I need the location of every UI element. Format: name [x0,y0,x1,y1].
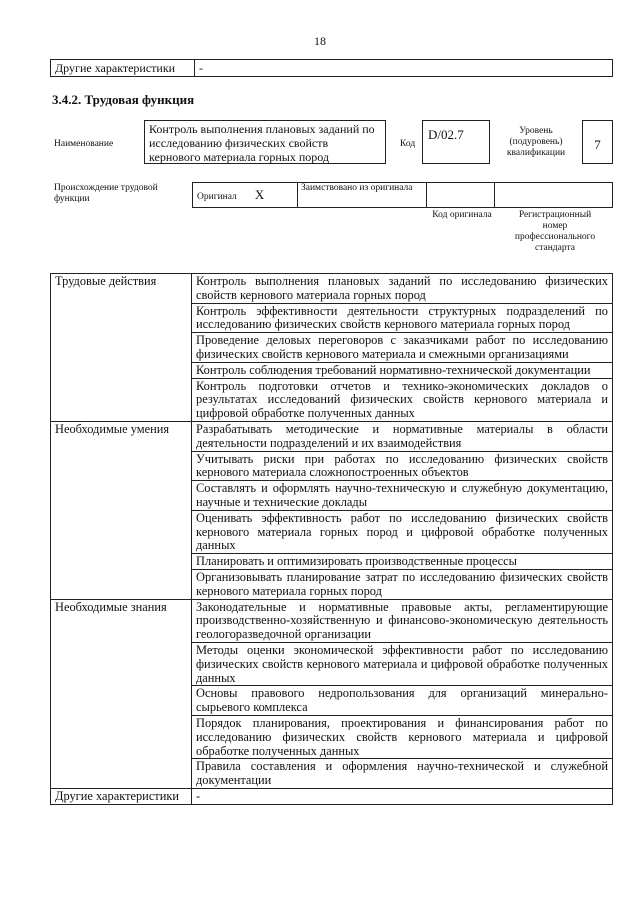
list-item: Законодательные и нормативные правовые акты, регламентирующие производственно-хозяйственную и финансово-экономическую деятельность геологоразведочной организации [192,599,613,642]
top-characteristics-value: - [195,60,613,77]
table-row [51,421,613,451]
list-item: Контроль выполнения плановых заданий по исследованию физических свойств кернового материала горных пород [192,274,613,304]
bottom-characteristics-value: - [192,788,613,804]
section-label-skills: Необходимые умения [51,421,192,599]
list-item: Оценивать эффективность работ по исследованию физических свойств кернового материала горных пород и цифровой обработке полученных данных [192,510,613,553]
list-item: Разрабатывать методические и нормативные материалы в области деятельности подразделений и их взаимодействия [192,421,613,451]
section-label-knowledge: Необходимые знания [51,599,192,788]
section-label-actions: Трудовые действия [51,274,192,422]
origin-original-cell [193,183,298,208]
bottom-characteristics-label: Другие характеристики [51,788,192,804]
section-title: 3.4.2. Трудовая функция [52,92,195,107]
table-row [51,274,613,304]
top-characteristics-table [50,59,613,77]
top-characteristics-label: Другие характеристики [51,60,195,77]
list-item: Правила составления и оформления научно-технической и служебной документации [192,759,613,789]
list-item: Методы оценки экономической эффективности работ по исследованию физических свойств кернового материала и цифровой обработке полученных данных [192,642,613,685]
origin-code-cell [427,183,495,208]
list-item: Порядок планирования, проектирования и финансирования работ по исследованию физических свойств кернового материала и цифровой обработке полученных данных [192,715,613,758]
function-name: Контроль выполнения плановых заданий по исследованию физических свойств кернового материала горных пород [144,120,386,164]
table-row [51,788,613,804]
function-code: D/02.7 [422,120,490,164]
origin-reg-cell [495,183,613,208]
labor-function-table [50,273,613,805]
qualification-level-label: Уровень (подуровень) квалификации [506,126,566,158]
qualification-level-value: 7 [582,120,613,164]
name-label: Наименование [54,139,114,149]
page-number: 18 [314,34,326,48]
table-row [51,599,613,642]
origin-code-caption: Код оригинала [432,210,492,220]
origin-table [192,182,613,208]
list-item: Составлять и оформлять научно-техническую и служебную документацию, научные и технические доклады [192,481,613,511]
code-label: Код [400,139,416,149]
origin-original-label: Оригинал [197,192,237,202]
list-item: Организовывать планирование затрат по исследованию физических свойств кернового материала горных пород [192,569,613,599]
origin-original-mark: X [254,187,265,202]
list-item: Учитывать риски при работах по исследованию физических свойств кернового материала сложнопостроенных объектов [192,451,613,481]
list-item: Контроль соблюдения требований нормативно-технической документации [192,362,613,378]
list-item: Проведение деловых переговоров с заказчиками работ по исследованию физических свойств кернового материала и смежными организациями [192,333,613,363]
origin-borrowed-label: Заимствовано из оригинала [298,183,427,208]
origin-reg-caption: Регистрационный номер профессионального стандарта [514,210,596,253]
list-item: Контроль подготовки отчетов и технико-экономических докладов о результатах исследований физических свойств кернового материала и цифровой обработке полученных данных [192,378,613,421]
list-item: Планировать и оптимизировать производственные процессы [192,554,613,570]
origin-label: Происхождение трудовой функции [54,183,158,204]
list-item: Основы правового недропользования для организаций минерально-сырьевого комплекса [192,686,613,716]
list-item: Контроль эффективности деятельности структурных подразделений по исследованию физических свойств кернового материала горных пород [192,303,613,333]
